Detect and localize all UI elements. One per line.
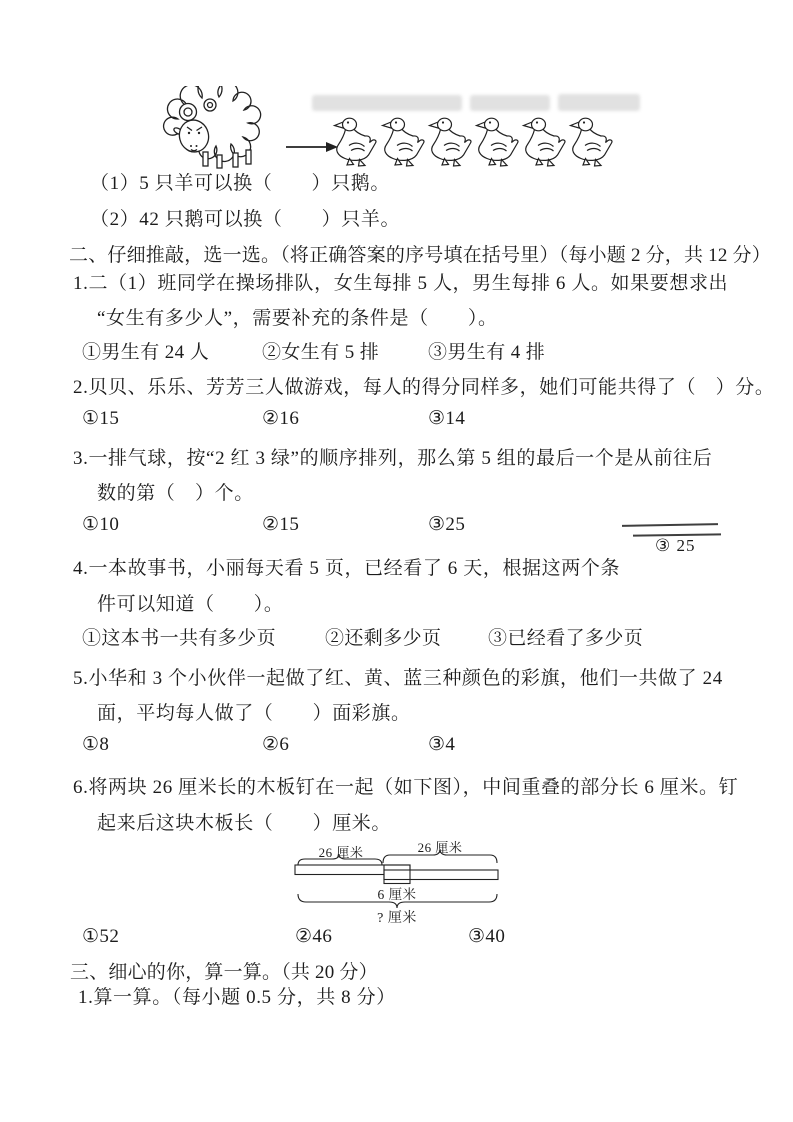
question-5-line-2: 面，平均每人做了（ ）面彩旗。 xyxy=(97,703,411,724)
question-6-line-2: 起来后这块木板长（ ）厘米。 xyxy=(97,813,392,834)
question-1-option-2: ②女生有 5 排 xyxy=(262,342,380,363)
right-arrow-icon xyxy=(286,142,338,152)
total-length-label: ? 厘米 xyxy=(377,911,417,926)
fill-blank-sheep-to-goose: （1）5 只羊可以换（ ）只鹅。 xyxy=(90,173,390,194)
question-3-option-3: ③25 xyxy=(428,514,466,535)
question-1-line-2: “女生有多少人”，需要补充的条件是（ ）。 xyxy=(97,308,498,329)
question-6-option-1: ①52 xyxy=(82,926,120,947)
fill-blank-goose-to-sheep: （2）42 只鹅可以换（ ）只羊。 xyxy=(90,209,401,230)
right-board-length-label: 26 厘米 xyxy=(417,840,463,855)
question-4-line-1: 4.一本故事书，小丽每天看 5 页，已经看了 6 天，根据这两个条 xyxy=(73,558,621,579)
question-5-option-1: ①8 xyxy=(82,734,110,755)
question-4-option-3: ③已经看了多少页 xyxy=(488,628,644,649)
question-2-option-2: ②16 xyxy=(262,408,300,429)
question-5-option-3: ③4 xyxy=(428,734,456,755)
goose-icon xyxy=(524,118,565,166)
left-board-length-label: 26 厘米 xyxy=(318,845,364,860)
sheep-goose-illustration xyxy=(160,86,650,178)
question-2-option-1: ①15 xyxy=(82,408,120,429)
question-3-option-2: ②15 xyxy=(262,514,300,535)
right-board xyxy=(384,870,498,880)
question-1-option-1: ①男生有 24 人 xyxy=(82,342,210,363)
board-diagram xyxy=(270,836,520,928)
question-3-option-1: ①10 xyxy=(82,514,120,535)
sheep-icon xyxy=(164,86,261,168)
goose-icon xyxy=(430,118,471,166)
question-4-option-1: ①这本书一共有多少页 xyxy=(82,628,277,649)
goose-icon xyxy=(383,118,424,166)
question-2-option-3: ③14 xyxy=(428,408,466,429)
answer-note: ③ 25 xyxy=(655,536,696,555)
question-1-option-3: ③男生有 4 排 xyxy=(428,342,546,363)
question-1-line-1: 1.二（1）班同学在操场排队，女生每排 5 人，男生每排 6 人。如果要想求出 xyxy=(73,273,729,294)
question-5-line-1: 5.小华和 3 个小伙伴一起做了红、黄、蓝三种颜色的彩旗，他们一共做了 24 xyxy=(73,668,723,689)
goose-icon xyxy=(477,118,518,166)
question-6-option-2: ②46 xyxy=(295,926,333,947)
answer-snippet-rule xyxy=(622,523,718,527)
question-3-line-2: 数的第（ ）个。 xyxy=(97,483,254,504)
overlap-length-label: 6 厘米 xyxy=(377,887,417,902)
goose-icon xyxy=(335,118,376,166)
section-3-header: 三、细心的你，算一算。（共 20 分） xyxy=(70,962,378,983)
question-4-line-2: 件可以知道（ ）。 xyxy=(97,594,284,615)
question-6-line-1: 6.将两块 26 厘米长的木板钉在一起（如下图），中间重叠的部分长 6 厘米。钉 xyxy=(73,777,739,798)
goose-icon xyxy=(571,118,612,166)
question-4-option-2: ②还剩多少页 xyxy=(325,628,442,649)
question-2-line-1: 2.贝贝、乐乐、芳芳三人做游戏，每人的得分同样多，她们可能共得了（ ）分。 xyxy=(73,377,775,398)
section-2-header: 二、仔细推敲，选一选。（将正确答案的序号填在括号里）（每小题 2 分，共 12 分） xyxy=(69,245,771,266)
question-5-option-2: ②6 xyxy=(262,734,290,755)
section-3-subheader: 1.算一算。（每小题 0.5 分，共 8 分） xyxy=(78,987,396,1008)
question-3-line-1: 3.一排气球，按“2 红 3 绿”的顺序排列，那么第 5 组的最后一个是从前往后 xyxy=(73,448,713,469)
question-6-option-3: ③40 xyxy=(468,926,506,947)
